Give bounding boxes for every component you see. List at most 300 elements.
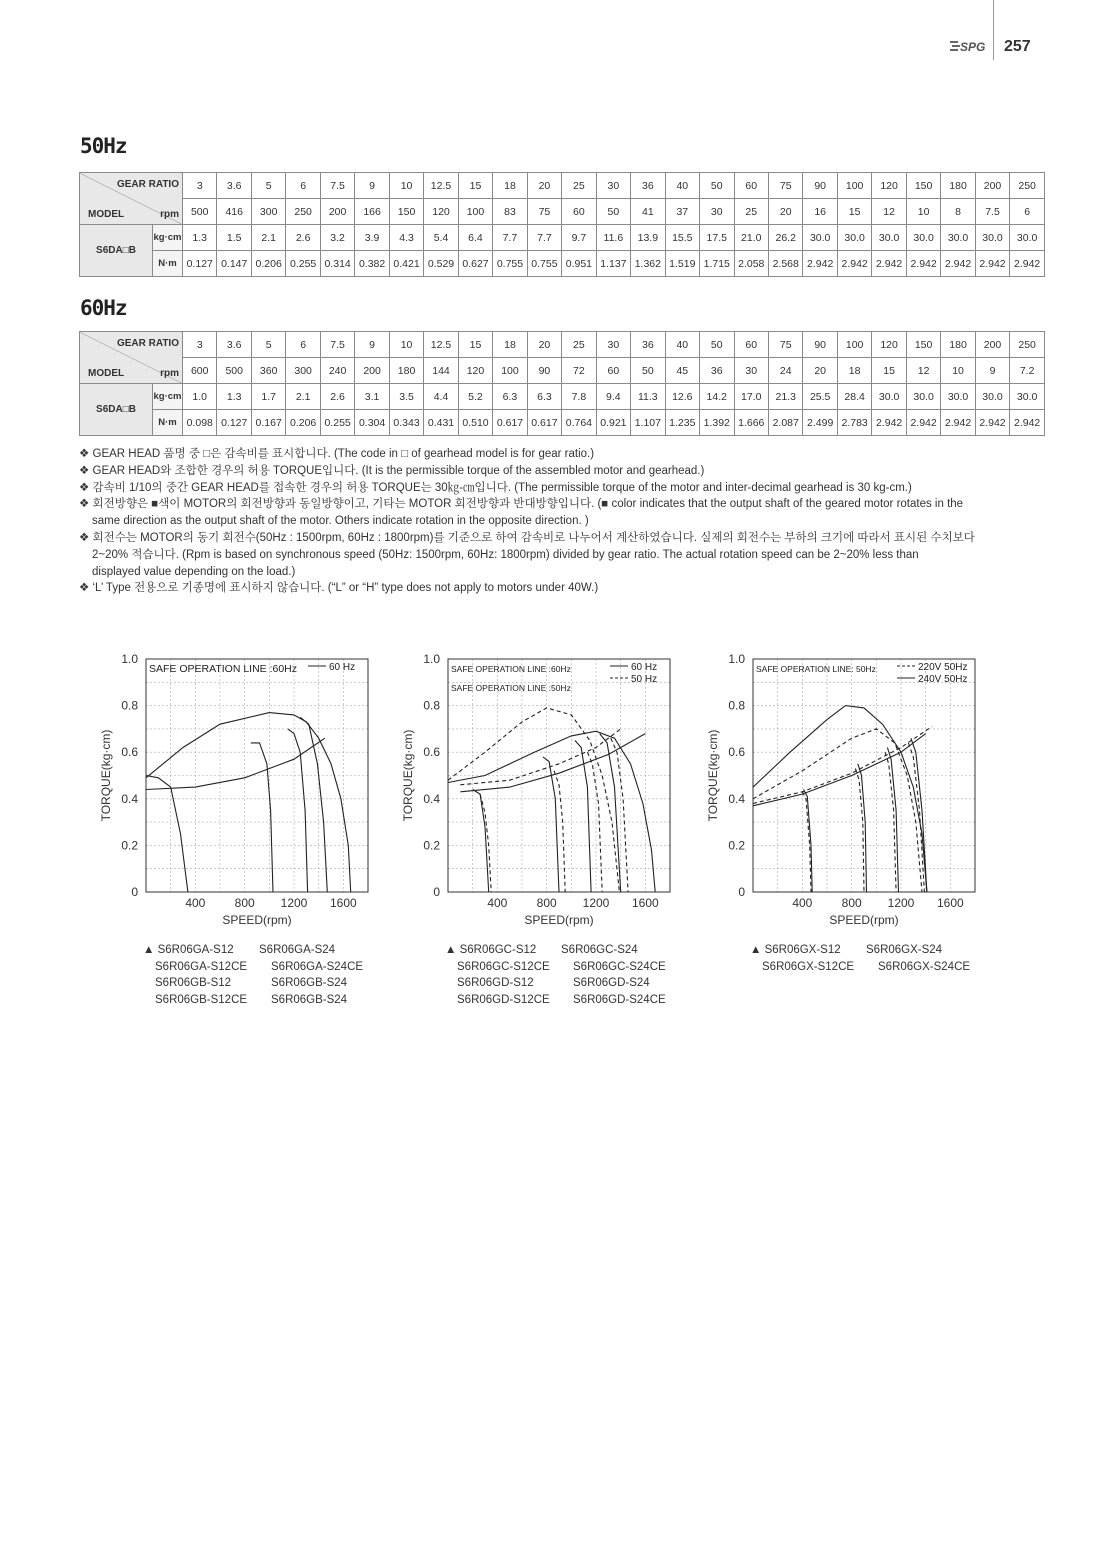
kgcm-cell: 3.2	[320, 225, 354, 251]
model-code: S6R06GD-S12	[457, 977, 534, 989]
nm-cell: 1.519	[665, 251, 699, 277]
model-code: S6R06GB-S12	[155, 977, 232, 989]
rpm-cell: 50	[631, 358, 665, 384]
kgcm-cell: 6.3	[527, 384, 561, 410]
nm-cell: 0.529	[424, 251, 458, 277]
rpm-cell: 15	[872, 358, 906, 384]
x-tick-label: 800	[234, 896, 255, 910]
y-tick-label: 0.8	[728, 698, 745, 713]
model-row	[445, 942, 666, 959]
nm-cell: 2.942	[941, 251, 975, 277]
kgcm-cell: 17.5	[700, 225, 734, 251]
gear-ratio-cell: 10	[389, 173, 423, 199]
model-code: S6R06GD-S24	[573, 977, 650, 989]
rpm-cell: 8	[941, 199, 975, 225]
legend-label: 240V 50Hz	[918, 674, 968, 685]
nm-cell: 0.764	[562, 410, 596, 436]
gear-ratio-cell: 50	[700, 332, 734, 358]
gear-ratio-cell: 250	[1010, 332, 1045, 358]
model-code: S6R06GX-S24CE	[878, 960, 971, 973]
rpm-cell: 60	[596, 358, 630, 384]
kgcm-cell: 1.0	[183, 384, 217, 410]
rpm-cell: 300	[251, 199, 285, 225]
kgcm-cell: 30.0	[975, 225, 1009, 251]
nm-cell: 0.255	[320, 410, 354, 436]
company-logo	[950, 38, 986, 54]
model-code: S6R06GD-S24CE	[573, 993, 666, 1006]
gear-ratio-cell: 200	[975, 332, 1009, 358]
y-tick-label: 0.8	[121, 698, 138, 713]
y-tick-label: 0	[131, 885, 138, 899]
y-tick-label: 0.6	[423, 745, 440, 760]
rpm-label: rpm	[160, 367, 179, 379]
header-divider	[993, 0, 994, 60]
note-line: ❖ ‘L’ Type 전용으로 기종명에 표시하지 않습니다. (“L” or “H” type does not apply to motors under 40W.)	[79, 582, 599, 595]
table-row	[80, 173, 1045, 199]
section-title-50hz: 50Hz	[80, 134, 127, 158]
kgcm-cell: 30.0	[837, 225, 871, 251]
y-tick-label: 0.8	[423, 698, 440, 713]
y-tick-label: 0.2	[423, 838, 440, 853]
rpm-cell: 360	[251, 358, 285, 384]
nm-cell: 0.206	[251, 251, 285, 277]
kgcm-cell: 1.7	[251, 384, 285, 410]
y-axis-label: TORQUE(kg·cm)	[99, 729, 113, 822]
torque-chart-gx	[703, 645, 1003, 935]
gear-ratio-cell: 40	[665, 332, 699, 358]
rpm-cell: 18	[837, 358, 871, 384]
gear-ratio-cell: 60	[734, 332, 768, 358]
x-axis-label: SPEED(rpm)	[222, 913, 292, 927]
model-code: S6R06GA-S24	[259, 944, 336, 956]
nm-cell: 0.147	[217, 251, 251, 277]
gear-ratio-cell: 100	[837, 173, 871, 199]
series-curve	[575, 741, 591, 893]
gear-ratio-cell: 15	[458, 173, 492, 199]
rpm-cell: 45	[665, 358, 699, 384]
kgcm-cell: 2.1	[251, 225, 285, 251]
model-code: S6R06GC-S24CE	[573, 960, 666, 973]
kgcm-cell: 28.4	[837, 384, 871, 410]
nm-unit-label: N·m	[153, 410, 183, 436]
model-code: S6R06GB-S24	[271, 993, 348, 1006]
rpm-cell: 20	[768, 199, 802, 225]
gear-ratio-cell: 120	[872, 173, 906, 199]
chart-legend	[897, 662, 967, 685]
gear-ratio-cell: 5	[251, 332, 285, 358]
gear-ratio-model-header	[80, 332, 183, 384]
kgcm-cell: 2.1	[286, 384, 320, 410]
nm-unit-label: N·m	[153, 251, 183, 277]
rpm-cell: 50	[596, 199, 630, 225]
gear-ratio-cell: 30	[596, 332, 630, 358]
model-row	[143, 959, 363, 976]
rpm-cell: 15	[837, 199, 871, 225]
chart-grid	[753, 659, 975, 892]
nm-cell: 0.382	[355, 251, 389, 277]
kgcm-cell: 2.6	[286, 225, 320, 251]
nm-cell: 0.617	[493, 410, 527, 436]
logo-text: SPG	[960, 40, 986, 54]
kgcm-cell: 9.4	[596, 384, 630, 410]
kgcm-cell: 3.5	[389, 384, 423, 410]
gear-ratio-cell: 10	[389, 332, 423, 358]
model-code: ▲ S6R06GC-S12	[445, 944, 537, 956]
y-axis-label: TORQUE(kg·cm)	[401, 729, 415, 822]
rpm-cell: 166	[355, 199, 389, 225]
rpm-cell: 7.5	[975, 199, 1009, 225]
legend-label: 50 Hz	[631, 674, 658, 685]
table-row	[80, 332, 1045, 358]
model-code: S6R06GC-S24	[561, 944, 638, 956]
model-row	[750, 959, 970, 976]
gear-ratio-cell: 75	[768, 173, 802, 199]
legend-label: 60 Hz	[631, 662, 658, 673]
kgcm-cell: 30.0	[1010, 225, 1045, 251]
gear-ratio-cell: 9	[355, 173, 389, 199]
kgcm-cell: 4.3	[389, 225, 423, 251]
nm-cell: 2.058	[734, 251, 768, 277]
x-tick-label: 400	[792, 896, 813, 910]
nm-cell: 1.362	[631, 251, 665, 277]
model-label: MODEL	[88, 367, 125, 379]
model-code: S6R06GB-S24	[271, 977, 348, 989]
rpm-cell: 16	[803, 199, 837, 225]
x-tick-label: 1200	[582, 896, 610, 910]
x-tick-label: 800	[536, 896, 557, 910]
rpm-cell: 6	[1010, 199, 1045, 225]
y-tick-label: 0.6	[121, 745, 138, 760]
x-tick-label: 1600	[936, 896, 964, 910]
nm-cell: 1.715	[700, 251, 734, 277]
nm-cell: 2.942	[1010, 251, 1045, 277]
rpm-cell: 120	[424, 199, 458, 225]
spec-table-60hz	[79, 331, 1045, 436]
y-tick-label: 1.0	[423, 652, 440, 666]
series-curve	[753, 734, 926, 806]
spec-table-50hz	[79, 172, 1045, 277]
gear-ratio-cell: 25	[562, 332, 596, 358]
x-tick-label: 1600	[329, 896, 357, 910]
rpm-cell: 20	[803, 358, 837, 384]
gear-ratio-cell: 36	[631, 332, 665, 358]
kgcm-cell: 13.9	[631, 225, 665, 251]
rpm-cell: 10	[941, 358, 975, 384]
kgcm-cell: 12.6	[665, 384, 699, 410]
notes-block	[79, 446, 1039, 597]
safe-operation-label: SAFE OPERATION LINE :60Hz	[149, 663, 298, 675]
legend-label: 60 Hz	[329, 662, 356, 673]
x-tick-label: 400	[487, 896, 508, 910]
kgcm-cell: 9.7	[562, 225, 596, 251]
gear-ratio-cell: 50	[700, 173, 734, 199]
nm-cell: 0.951	[562, 251, 596, 277]
legend-label: 220V 50Hz	[918, 662, 968, 673]
y-tick-label: 1.0	[121, 652, 138, 666]
nm-cell: 0.755	[527, 251, 561, 277]
kgcm-unit-label: kg·cm	[153, 384, 183, 410]
table-row	[80, 384, 1045, 410]
kgcm-cell: 4.4	[424, 384, 458, 410]
gear-ratio-cell: 180	[941, 332, 975, 358]
gear-ratio-cell: 6	[286, 173, 320, 199]
gear-ratio-cell: 90	[803, 173, 837, 199]
model-list-gx	[750, 942, 970, 975]
y-tick-label: 0	[738, 885, 745, 899]
rpm-cell: 100	[458, 199, 492, 225]
model-code: S6R06GB-S12CE	[155, 993, 248, 1006]
series-curve	[448, 708, 619, 892]
table-row	[80, 410, 1045, 436]
model-row	[143, 942, 363, 959]
model-row	[750, 942, 970, 959]
note-line: ❖ GEAR HEAD 품명 중 □은 감속비를 표시합니다. (The code in □ of gearhead model is for gear ratio.)	[79, 448, 595, 460]
gear-ratio-cell: 40	[665, 173, 699, 199]
rpm-cell: 200	[320, 199, 354, 225]
rpm-cell: 41	[631, 199, 665, 225]
rpm-cell: 9	[975, 358, 1009, 384]
series-curve	[473, 790, 489, 893]
rpm-cell: 24	[768, 358, 802, 384]
kgcm-cell: 1.3	[183, 225, 217, 251]
rpm-cell: 416	[217, 199, 251, 225]
nm-cell: 0.098	[183, 410, 217, 436]
series-curve	[460, 729, 620, 785]
x-tick-label: 1200	[280, 896, 308, 910]
kgcm-cell: 21.0	[734, 225, 768, 251]
gear-ratio-cell: 15	[458, 332, 492, 358]
kgcm-cell: 5.4	[424, 225, 458, 251]
note-line: ❖ 감속비 1/10의 중간 GEAR HEAD를 접속한 경우의 허용 TORQUE는 30㎏-㎝입니다. (The permissible torque of the motor and inter-decimal gearhead is 30 kg-cm.)	[79, 481, 912, 494]
kgcm-cell: 30.0	[906, 225, 940, 251]
nm-cell: 2.783	[837, 410, 871, 436]
gear-ratio-cell: 150	[906, 332, 940, 358]
rpm-cell: 25	[734, 199, 768, 225]
table-row	[80, 225, 1045, 251]
rpm-cell: 37	[665, 199, 699, 225]
nm-cell: 0.627	[458, 251, 492, 277]
rpm-cell: 150	[389, 199, 423, 225]
series-curve	[802, 792, 811, 892]
y-tick-label: 0.4	[728, 791, 745, 806]
gear-ratio-cell: 3	[183, 173, 217, 199]
rpm-cell: 12	[872, 199, 906, 225]
note-line: ❖ GEAR HEAD와 조합한 경우의 허용 TORQUE입니다. (It is the permissible torque of the assembled motor and gearhead.)	[79, 464, 705, 477]
model-code: S6R06GA-S12CE	[155, 960, 248, 973]
note-line: ❖ 회전방향은 ■색이 MOTOR의 회전방향과 동일방향이고, 기타는 MOTOR 회전방향과 반대방향입니다. (■ color indicates that the output shaft of the geared motor rotates in the	[79, 498, 964, 511]
nm-cell: 0.167	[251, 410, 285, 436]
kgcm-cell: 1.3	[217, 384, 251, 410]
model-code: S6R06GA-S24CE	[271, 960, 364, 973]
gear-ratio-cell: 9	[355, 332, 389, 358]
kgcm-cell: 3.1	[355, 384, 389, 410]
kgcm-cell: 25.5	[803, 384, 837, 410]
nm-cell: 2.942	[941, 410, 975, 436]
rpm-cell: 30	[700, 199, 734, 225]
gear-ratio-label: GEAR RATIO	[116, 178, 179, 190]
x-tick-label: 1200	[887, 896, 915, 910]
model-label: MODEL	[88, 208, 125, 220]
nm-cell: 1.137	[596, 251, 630, 277]
torque-chart-gc-gd	[398, 645, 698, 935]
y-tick-label: 0.2	[121, 838, 138, 853]
rpm-cell: 250	[286, 199, 320, 225]
gear-ratio-cell: 3	[183, 332, 217, 358]
gear-ratio-cell: 5	[251, 173, 285, 199]
rpm-cell: 10	[906, 199, 940, 225]
y-axis-label: TORQUE(kg·cm)	[706, 729, 720, 822]
nm-cell: 0.343	[389, 410, 423, 436]
gear-ratio-model-header	[80, 173, 183, 225]
y-tick-label: 0.2	[728, 838, 745, 853]
table-row	[80, 251, 1045, 277]
safe-operation-label: SAFE OPERATION LINE: 50Hz	[756, 664, 876, 674]
nm-cell: 2.942	[872, 251, 906, 277]
header-diagonal	[80, 333, 182, 383]
section-title-60hz: 60Hz	[80, 296, 127, 320]
nm-cell: 0.127	[217, 410, 251, 436]
nm-cell: 0.617	[527, 410, 561, 436]
gear-ratio-cell: 12.5	[424, 332, 458, 358]
gear-ratio-cell: 90	[803, 332, 837, 358]
model-code: S6R06GD-S12CE	[457, 993, 550, 1006]
rpm-cell: 60	[562, 199, 596, 225]
x-tick-label: 400	[185, 896, 206, 910]
model-name-cell: S6DA□B	[80, 225, 153, 277]
gear-ratio-cell: 75	[768, 332, 802, 358]
model-name-cell: S6DA□B	[80, 384, 153, 436]
note-line: 2~20% 적습니다. (Rpm is based on synchronous speed (50Hz: 1500rpm, 60Hz: 1800rpm) divided by gear ratio. The actual rotation speed can be 2~20% less than	[92, 548, 919, 561]
page-number: 257	[1004, 38, 1031, 55]
table-row	[80, 199, 1045, 225]
model-code: S6R06GX-S12CE	[762, 960, 855, 973]
gear-ratio-cell: 3.6	[217, 173, 251, 199]
nm-cell: 0.431	[424, 410, 458, 436]
kgcm-cell: 6.4	[458, 225, 492, 251]
gear-ratio-cell: 18	[493, 332, 527, 358]
rpm-cell: 500	[183, 199, 217, 225]
series-curve	[554, 771, 565, 892]
gear-ratio-cell: 3.6	[217, 332, 251, 358]
x-axis-label: SPEED(rpm)	[524, 913, 594, 927]
gear-ratio-label: GEAR RATIO	[116, 337, 179, 349]
nm-cell: 2.942	[906, 251, 940, 277]
gear-ratio-cell: 180	[941, 173, 975, 199]
header-diagonal	[80, 174, 182, 224]
gear-ratio-cell: 150	[906, 173, 940, 199]
x-axis-label: SPEED(rpm)	[829, 913, 899, 927]
rpm-cell: 12	[906, 358, 940, 384]
kgcm-cell: 6.3	[493, 384, 527, 410]
kgcm-cell: 17.0	[734, 384, 768, 410]
kgcm-cell: 30.0	[941, 225, 975, 251]
rpm-cell: 120	[458, 358, 492, 384]
rpm-cell: 600	[183, 358, 217, 384]
nm-cell: 2.942	[975, 410, 1009, 436]
rpm-cell: 7.2	[1010, 358, 1045, 384]
safe-operation-label: SAFE OPERATION LINE :50Hz	[451, 683, 571, 693]
y-tick-label: 0.4	[121, 791, 138, 806]
gear-ratio-cell: 20	[527, 332, 561, 358]
nm-cell: 0.127	[183, 251, 217, 277]
gear-ratio-cell: 200	[975, 173, 1009, 199]
nm-cell: 2.942	[837, 251, 871, 277]
series-curve	[251, 743, 273, 892]
table-row	[80, 358, 1045, 384]
kgcm-cell: 15.5	[665, 225, 699, 251]
nm-cell: 2.942	[803, 251, 837, 277]
kgcm-cell: 30.0	[1010, 384, 1045, 410]
note-line: ❖ 회전수는 MOTOR의 동기 회전수(50Hz : 1500rpm, 60Hz : 1800rpm)를 기준으로 하여 감속비로 나누어서 계산하였습니다. 실제의 회전수는 부하의 크기에 따라서 표시된 수치보다	[79, 531, 975, 544]
model-row	[143, 975, 363, 992]
nm-cell: 0.304	[355, 410, 389, 436]
y-tick-label: 0	[433, 885, 440, 899]
rpm-cell: 240	[320, 358, 354, 384]
kgcm-cell: 21.3	[768, 384, 802, 410]
rpm-cell: 72	[562, 358, 596, 384]
model-row	[445, 975, 666, 992]
model-code: ▲ S6R06GA-S12	[143, 944, 234, 956]
series-curve	[146, 776, 188, 893]
kgcm-cell: 2.6	[320, 384, 354, 410]
rpm-cell: 90	[527, 358, 561, 384]
y-tick-label: 0.4	[423, 791, 440, 806]
gear-ratio-cell: 7.5	[320, 332, 354, 358]
model-row	[445, 959, 666, 976]
rpm-cell: 300	[286, 358, 320, 384]
nm-cell: 0.921	[596, 410, 630, 436]
x-tick-label: 800	[841, 896, 862, 910]
nm-cell: 0.255	[286, 251, 320, 277]
nm-cell: 0.510	[458, 410, 492, 436]
model-code: S6R06GC-S12CE	[457, 960, 550, 973]
kgcm-cell: 1.5	[217, 225, 251, 251]
y-tick-label: 1.0	[728, 652, 745, 666]
series-curve	[146, 713, 351, 892]
nm-cell: 2.942	[872, 410, 906, 436]
gear-ratio-cell: 30	[596, 173, 630, 199]
rpm-cell: 180	[389, 358, 423, 384]
nm-cell: 1.392	[700, 410, 734, 436]
model-row	[143, 992, 363, 1009]
nm-cell: 0.755	[493, 251, 527, 277]
series-curve	[288, 729, 308, 892]
series-curve	[448, 731, 655, 892]
model-list-gc-gd	[445, 942, 666, 1008]
x-tick-label: 1600	[631, 896, 659, 910]
kgcm-cell: 11.6	[596, 225, 630, 251]
kgcm-cell: 14.2	[700, 384, 734, 410]
chart-grid	[448, 659, 670, 892]
gear-ratio-cell: 18	[493, 173, 527, 199]
gear-ratio-cell: 12.5	[424, 173, 458, 199]
model-code: S6R06GX-S24	[866, 944, 943, 956]
gear-ratio-cell: 60	[734, 173, 768, 199]
nm-cell: 2.568	[768, 251, 802, 277]
model-code: ▲ S6R06GX-S12	[750, 944, 841, 956]
kgcm-unit-label: kg·cm	[153, 225, 183, 251]
y-tick-label: 0.6	[728, 745, 745, 760]
nm-cell: 1.107	[631, 410, 665, 436]
rpm-cell: 83	[493, 199, 527, 225]
kgcm-cell: 7.7	[527, 225, 561, 251]
kgcm-cell: 30.0	[803, 225, 837, 251]
kgcm-cell: 26.2	[768, 225, 802, 251]
rpm-cell: 144	[424, 358, 458, 384]
chart-legend	[308, 662, 355, 673]
nm-cell: 2.942	[975, 251, 1009, 277]
kgcm-cell: 7.7	[493, 225, 527, 251]
